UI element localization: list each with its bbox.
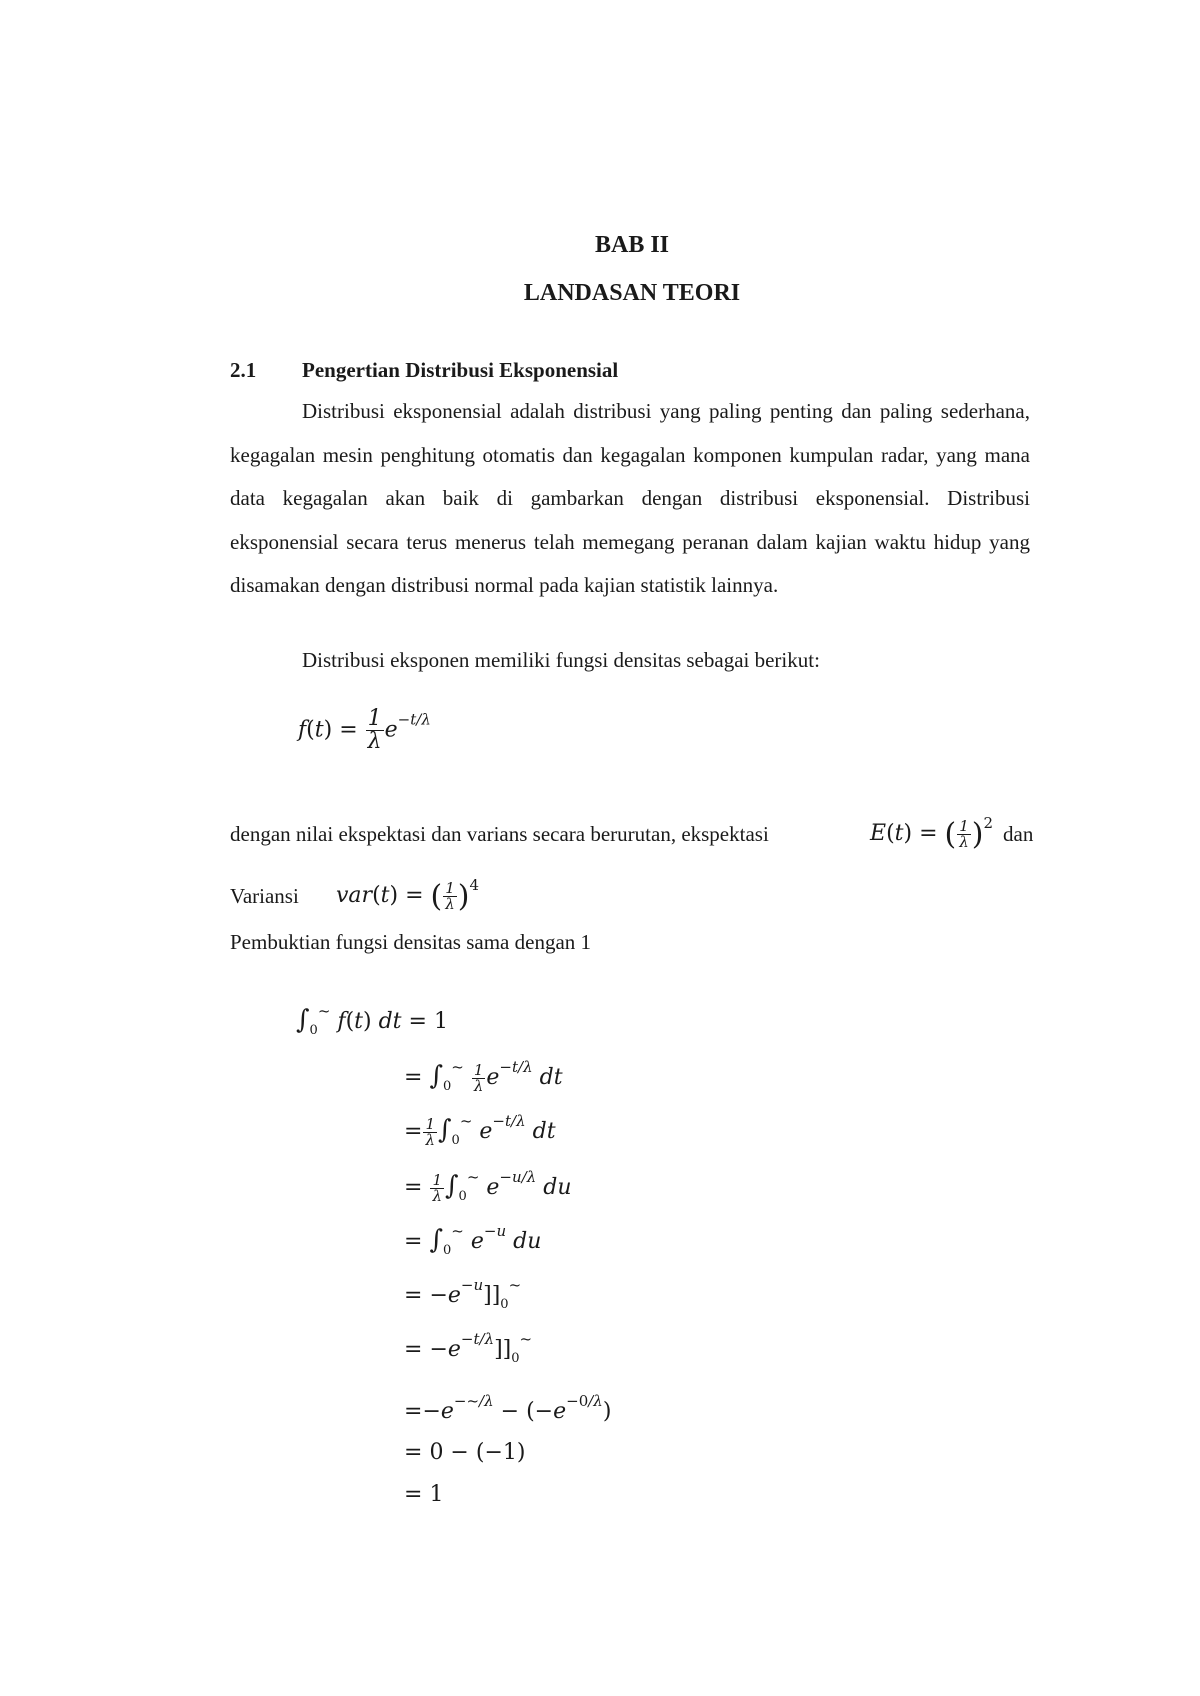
proof-step-9: = 0 − (−1) [404,1440,526,1465]
expectation-text: dengan nilai ekspektasi dan varians secara berurutan, ekspektasi [230,822,769,846]
section-title: Pengertian Distribusi Eksponensial [302,358,619,382]
fraction-one-over-lambda: $\frac{1}{\lambda}$ [367,706,382,754]
variance-label: Variansi [230,884,299,908]
var-t: t [314,717,324,743]
proof-step-10: = 1 [404,1482,444,1507]
proof-step-2: = $\int_0^\sim$ $\frac{1}{\lambda}$ $e^{-t/\lambda}$ dt [404,1058,563,1095]
exponent: −t/λ [397,710,431,729]
proof-step-7: = $-e^{-t/\lambda}]]_0^\sim$ [404,1330,533,1366]
proof-step-3: = $\frac{1}{\lambda}$ $\int_0^\sim$ $e^{-t/\lambda}$ dt [404,1112,556,1149]
chapter-title: LANDASAN TEORI [523,280,741,306]
proof-step-8: $=-e^{-\sim/\lambda} - (-e^{-0/\lambda})$ [404,1392,612,1424]
density-formula: f(t) = $\frac{1}{\lambda}$ $e^{-t/\lambda}$ [298,706,431,754]
proof-step-1: $\int_0^\sim$ f(t) dt = 1 [296,1002,448,1038]
section-number: 2.1 [230,358,257,382]
proof-step-4: = $\frac{1}{\lambda}$ $\int_0^\sim$ $e^{-u/\lambda}$ du [404,1168,572,1205]
equals-sign: = [339,717,358,743]
expectation-formula: E(t) = ( $\frac{1}{\lambda}$ )$^2$ [870,814,994,852]
paragraph-intro-text: Distribusi eksponensial adalah distribusi yang paling penting dan paling sederhana, kegagalan mesin penghitung otomatis dan kegagalan komponen kumpulan radar, yang mana data kegagalan akan baik di gambarkan dengan distribusi eksponensial. Distribusi eksponensial secara terus menerus telah memegang peranan dalam kajian waktu hidup yang disamakan dengan distribusi normal pada kajian statistik lainnya. [230,399,1030,597]
chapter-number: BAB II [594,232,670,258]
exp-e: e [384,717,398,743]
proof-step-5: = $\int_0^\sim$ $e^{-u}$ du [404,1222,542,1258]
proof-intro: Pembuktian fungsi densitas sama dengan 1 [230,930,592,954]
proof-step-6: = $-e^{-u}]]_0^\sim$ [404,1276,522,1312]
paragraph-intro [230,390,1030,608]
variance-formula: var(t) = ( $\frac{1}{\lambda}$ )$^4$ [336,876,480,914]
fn-f: f [298,717,307,743]
expectation-and: dan [1003,822,1034,846]
paragraph-density-intro: Distribusi eksponen memiliki fungsi densitas sebagai berikut: [302,648,820,672]
